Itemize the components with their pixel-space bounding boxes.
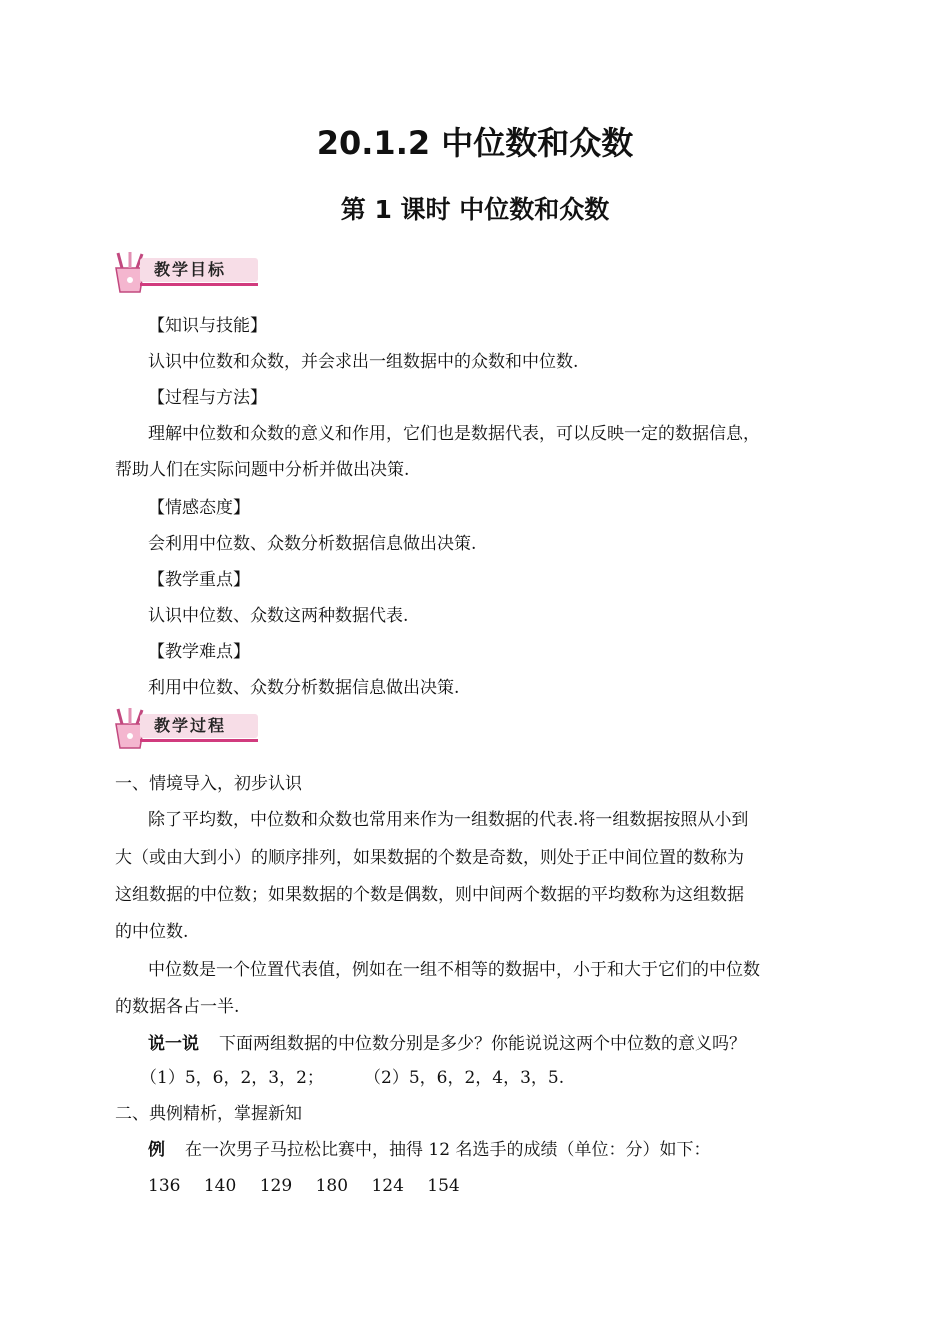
page-subtitle: 第 1 课时 中位数和众数: [340, 195, 610, 224]
say-text: 下面两组数据的中位数分别是多少？你能说说这两个中位数的意义吗？: [219, 1034, 746, 1054]
knowledge-heading: 【知识与技能】: [148, 316, 267, 336]
score-value: 180: [315, 1176, 349, 1196]
emotion-text: 会利用中位数、众数分析数据信息做出决策.: [148, 534, 477, 554]
process-text: 理解中位数和众数的意义和作用，它们也是数据代表，可以反映一定的数据信息，: [148, 424, 760, 444]
paragraph-line: 的中位数.: [115, 922, 189, 942]
score-list: [148, 1174, 460, 1198]
paragraph-line: 这组数据的中位数；如果数据的个数是偶数，则中间两个数据的平均数称为这组数据: [115, 885, 744, 905]
badge-label: 教学目标: [154, 260, 227, 279]
score-value: 140: [203, 1176, 237, 1196]
score-value: 124: [371, 1176, 404, 1196]
section-heading-1: 一、情境导入，初步认识: [115, 774, 302, 794]
example-label: 例: [148, 1140, 165, 1160]
data-set-1: （1）5，6，2，3，2；: [140, 1068, 324, 1088]
score-value: 136: [148, 1176, 181, 1196]
section-badge-goals: [110, 250, 260, 296]
paragraph-line: 中位数是一个位置代表值，例如在一组不相等的数据中，小于和大于它们的中位数: [148, 960, 760, 980]
example-text: 在一次男子马拉松比赛中，抽得 12 名选手的成绩（单位：分）如下：: [185, 1140, 711, 1160]
say-label: 说一说: [148, 1034, 199, 1054]
difficult-heading: 【教学难点】: [148, 642, 250, 662]
paragraph-line: 大（或由大到小）的顺序排列，如果数据的个数是奇数，则处于正中间位置的数称为: [115, 848, 744, 868]
data-set-2: （2）5，6，2，4，3，5.: [364, 1068, 565, 1088]
score-value: 129: [259, 1176, 293, 1196]
page-title: 20.1.2 中位数和众数: [316, 124, 634, 162]
process-text-cont: 帮助人们在实际问题中分析并做出决策.: [115, 460, 410, 480]
key-text: 认识中位数、众数这两种数据代表.: [148, 606, 409, 626]
badge-label: 教学过程: [154, 716, 227, 735]
score-value: 154: [427, 1176, 460, 1196]
paragraph-line: 的数据各占一半.: [115, 997, 240, 1017]
section-heading-2: 二、典例精析，掌握新知: [115, 1104, 302, 1124]
say-question: [148, 1032, 746, 1056]
knowledge-text: 认识中位数和众数，并会求出一组数据中的众数和中位数.: [148, 352, 579, 372]
key-heading: 【教学重点】: [148, 570, 250, 590]
example-question: [148, 1138, 710, 1162]
section-badge-process: [110, 706, 260, 752]
process-heading: 【过程与方法】: [148, 388, 267, 408]
difficult-text: 利用中位数、众数分析数据信息做出决策.: [148, 678, 460, 698]
paragraph-line: 除了平均数，中位数和众数也常用来作为一组数据的代表.将一组数据按照从小到: [148, 810, 749, 830]
emotion-heading: 【情感态度】: [148, 498, 250, 518]
